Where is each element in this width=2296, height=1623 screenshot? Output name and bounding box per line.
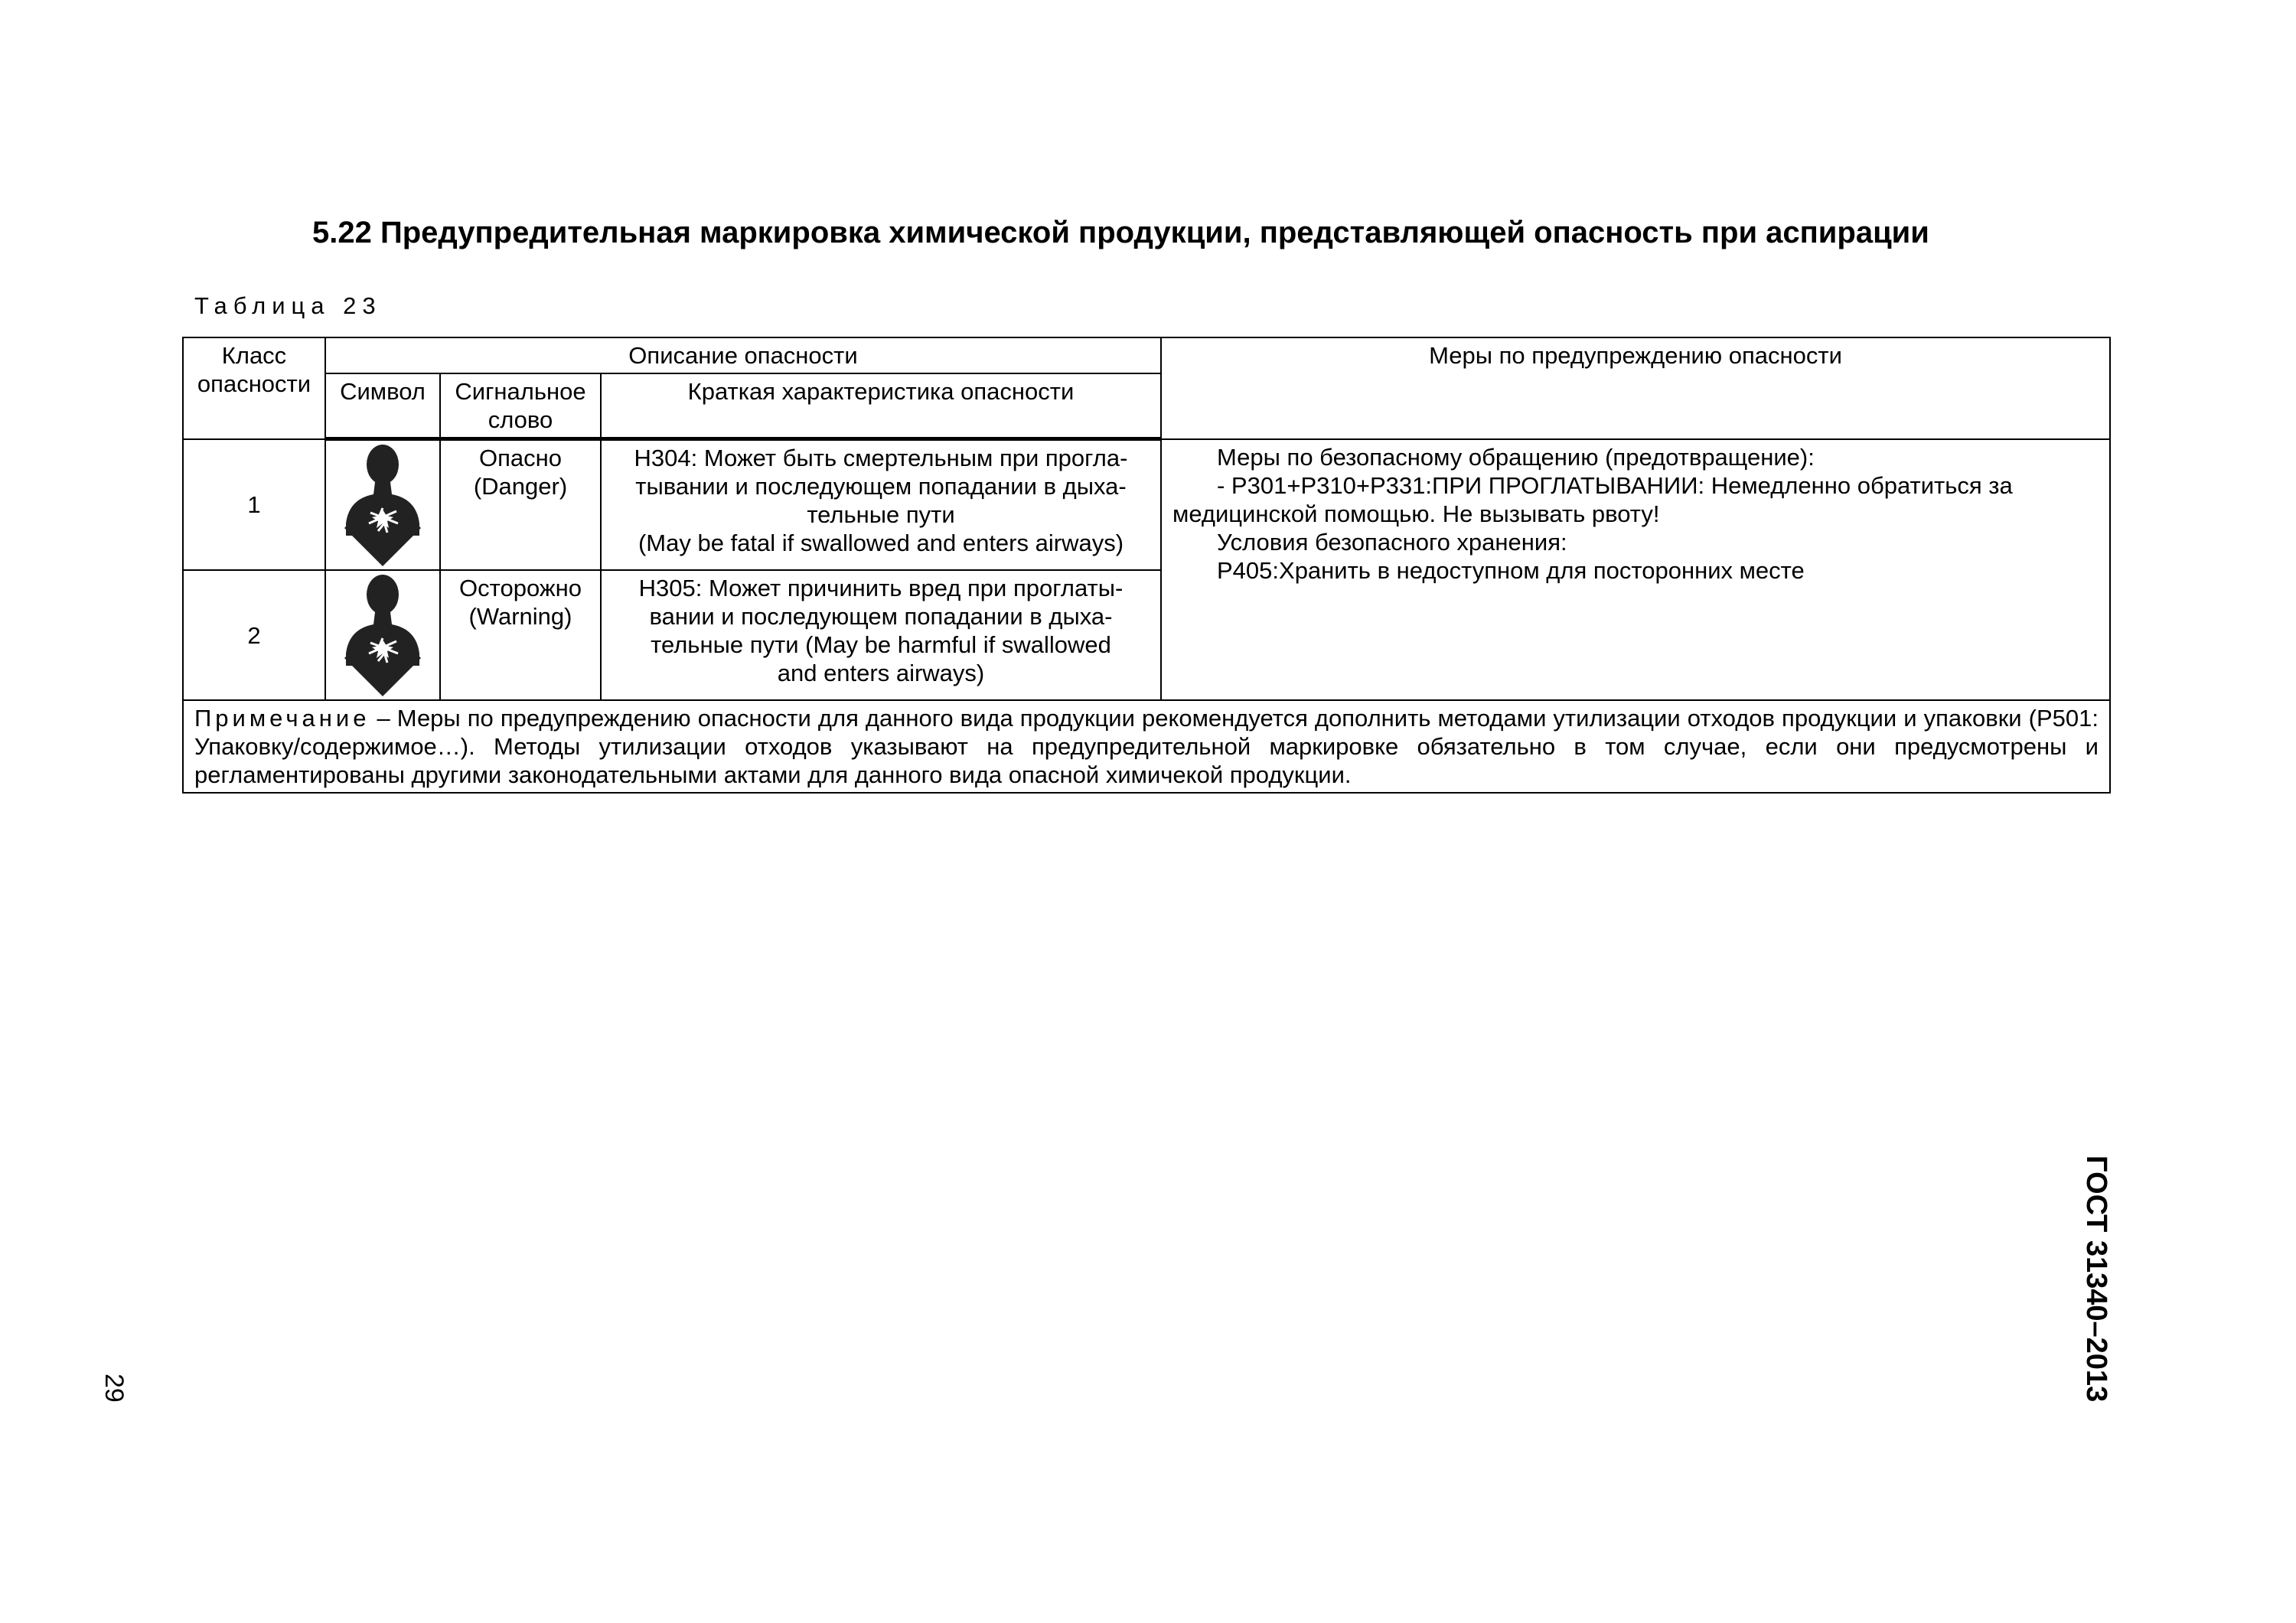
characteristic-line: тельные пути (807, 501, 955, 528)
header-brief-characteristic: Краткая характеристика опасности (601, 373, 1161, 439)
page-number: 29 (99, 1374, 129, 1403)
handling-text: - P301+P310+P331:ПРИ ПРОГЛАТЫВАНИИ: Немедленно обратиться за медицинской помощью. Не вызывать рвоту! (1172, 471, 2013, 527)
header-hazard-class: Класс опасности (183, 337, 325, 439)
hazard-class-cell: 1 (183, 439, 325, 571)
symbol-cell (325, 570, 440, 700)
note-text: – Меры по предупреждению опасности для данного вида продукции рекомендуется дополнить методами утилизации отходов продукции и упаковки (P501: Упаковку/содержимое…). Методы утилизации отходов указывают на предупредительной маркировке обязательно в том случае, если они предусмотрены и регламентированы другими законодательными актами для данного вида опасной химичекой продукции. (194, 705, 2099, 788)
header-signal-word: Сигнальное слово (440, 373, 601, 439)
characteristic-cell (601, 439, 1161, 571)
characteristic-line: тельные пути (May be harmful if swallowed (651, 631, 1111, 658)
storage-title: Условия безопасного хранения: (1217, 528, 1567, 556)
symbol-cell (325, 439, 440, 571)
characteristic-cell (601, 570, 1161, 700)
characteristic-line: вании и последующем попадании в дыха- (649, 603, 1113, 630)
standard-code: ГОСТ 31340–2013 (2080, 1155, 2112, 1403)
characteristic-line: H304: Может быть смертельным при прогла- (634, 445, 1128, 471)
handling-title: Меры по безопасному обращению (предотвращение): (1217, 443, 1815, 471)
note-cell (183, 700, 2110, 793)
hazard-class-cell: 2 (183, 570, 325, 700)
signal-word-cell: Осторожно (Warning) (440, 570, 601, 700)
table-caption: Таблица 23 (194, 292, 382, 319)
section-heading: 5.22 Предупредительная маркировка химической продукции, представляющей опасность при аспирации (312, 216, 1929, 249)
header-prevention: Меры по предупреждению опасности (1161, 337, 2110, 439)
characteristic-line: H305: Может причинить вред при проглаты- (638, 575, 1124, 601)
storage-text: P405:Хранить в недоступном для посторонних месте (1217, 556, 1805, 584)
note-label: Примечание (194, 705, 370, 732)
characteristic-line: (May be fatal if swallowed and enters airways) (638, 530, 1124, 556)
health-hazard-icon (337, 444, 429, 566)
table-row (183, 439, 2110, 571)
characteristic-line: and enters airways) (777, 660, 985, 686)
characteristic-line: тывании и последующем попадании в дыха- (635, 473, 1127, 500)
hazard-table (182, 337, 2111, 794)
header-hazard-description: Описание опасности (325, 337, 1161, 373)
prevention-measures-cell (1161, 439, 2110, 701)
signal-word-cell: Опасно (Danger) (440, 439, 601, 571)
note-row (183, 700, 2110, 793)
header-symbol: Символ (325, 373, 440, 439)
health-hazard-icon (337, 574, 429, 696)
table-header-row (183, 337, 2110, 373)
